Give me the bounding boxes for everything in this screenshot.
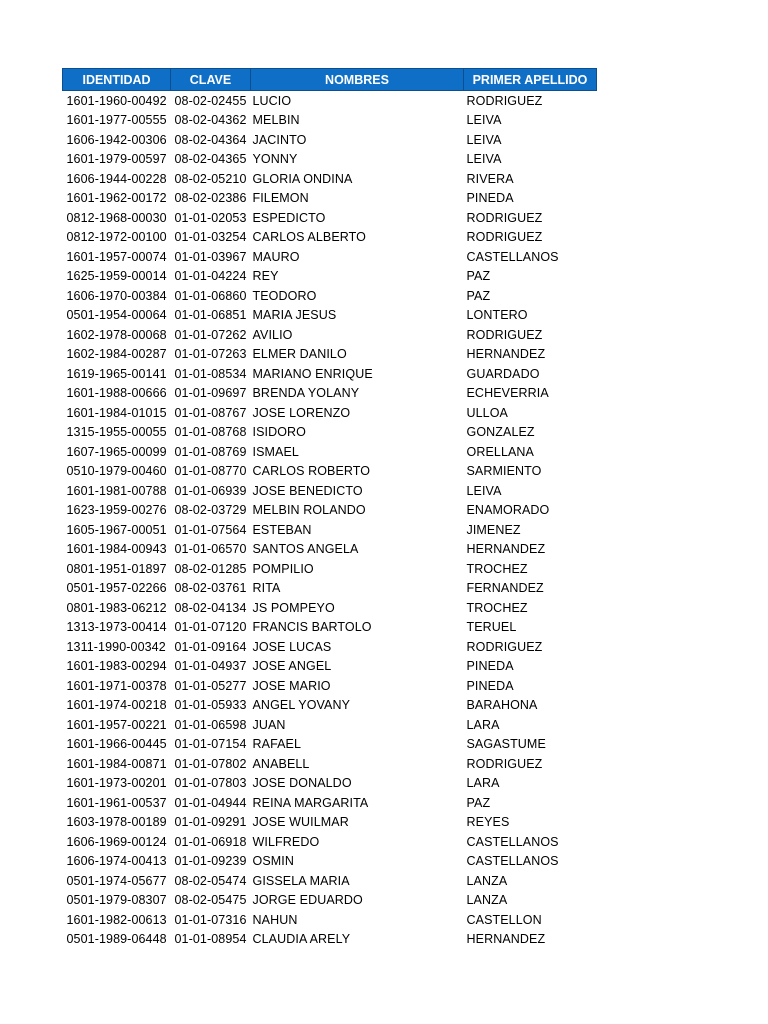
clave-cell[interactable]: 08-02-05210 <box>174 171 247 186</box>
clave-cell[interactable]: 01-01-07154 <box>174 737 247 752</box>
nombres-cell[interactable]: CARLOS ROBERTO <box>252 464 371 479</box>
identidad-cell[interactable]: 1601-1957-00221 <box>66 717 167 732</box>
nombres-cell[interactable]: OSMIN <box>252 854 294 869</box>
clave-cell[interactable]: 01-01-07262 <box>174 327 247 342</box>
identidad-cell[interactable]: 1601-1957-00074 <box>66 249 167 264</box>
nombres-cell[interactable]: RAFAEL <box>252 737 302 752</box>
apellido-cell[interactable]: REYES <box>466 815 510 830</box>
clave-cell[interactable]: 01-01-07564 <box>174 522 247 537</box>
table-row <box>63 735 597 755</box>
identidad-cell[interactable]: 1605-1967-00051 <box>66 522 167 537</box>
apellido-cell[interactable]: PAZ <box>466 288 491 303</box>
nombres-cell[interactable]: GLORIA ONDINA <box>252 171 353 186</box>
table-row <box>63 150 597 170</box>
spreadsheet <box>62 68 596 949</box>
clave-cell[interactable]: 01-01-05933 <box>174 698 247 713</box>
clave-cell[interactable]: 01-01-09239 <box>174 854 247 869</box>
clave-cell[interactable]: 01-01-04224 <box>174 269 247 284</box>
identidad-cell[interactable]: 1601-1962-00172 <box>66 191 167 206</box>
nombres-cell[interactable]: ESPEDICTO <box>252 210 326 225</box>
identidad-cell[interactable]: 1607-1965-00099 <box>66 444 167 459</box>
table-row <box>63 793 597 813</box>
nombres-cell[interactable]: ISIDORO <box>252 425 306 440</box>
nombres-cell[interactable]: JOSE DONALDO <box>252 776 352 791</box>
table-row <box>63 462 597 482</box>
nombres-cell[interactable]: CLAUDIA ARELY <box>252 932 351 947</box>
table-row <box>63 559 597 579</box>
column-header-clave[interactable]: CLAVE <box>171 69 251 91</box>
apellido-cell[interactable]: SAGASTUME <box>466 737 546 752</box>
apellido-cell[interactable]: LEIVA <box>466 152 502 167</box>
table-row <box>63 637 597 657</box>
clave-cell[interactable]: 08-02-05474 <box>174 873 247 888</box>
apellido-cell[interactable]: LARA <box>466 776 500 791</box>
apellido-cell[interactable]: LARA <box>466 717 500 732</box>
identidad-cell[interactable]: 0510-1979-00460 <box>66 464 167 479</box>
clave-cell[interactable]: 01-01-06570 <box>174 542 247 557</box>
clave-cell[interactable]: 08-02-03729 <box>174 503 247 518</box>
table-row <box>63 306 597 326</box>
table-row <box>63 520 597 540</box>
identidad-cell[interactable]: 1606-1969-00124 <box>66 834 167 849</box>
nombres-cell[interactable]: JS POMPEYO <box>252 600 335 615</box>
identidad-cell[interactable]: 1601-1979-00597 <box>66 152 167 167</box>
nombres-cell[interactable]: LUCIO <box>252 93 292 108</box>
nombres-cell[interactable]: JOSE WUILMAR <box>252 815 349 830</box>
column-header-identidad[interactable]: IDENTIDAD <box>63 69 171 91</box>
nombres-cell[interactable]: ESTEBAN <box>252 522 312 537</box>
identidad-cell[interactable]: 1601-1960-00492 <box>66 93 167 108</box>
apellido-cell[interactable]: RIVERA <box>466 171 514 186</box>
table-row <box>63 403 597 423</box>
table-row <box>63 345 597 365</box>
apellido-cell[interactable]: GUARDADO <box>466 366 540 381</box>
clave-cell[interactable]: 01-01-07263 <box>174 347 247 362</box>
header-row <box>63 69 597 91</box>
table-row <box>63 189 597 209</box>
table-row <box>63 540 597 560</box>
table-row <box>63 715 597 735</box>
nombres-cell[interactable]: JUAN <box>252 717 286 732</box>
apellido-cell[interactable]: PAZ <box>466 795 491 810</box>
clave-cell[interactable]: 08-02-04362 <box>174 113 247 128</box>
apellido-cell[interactable]: PINEDA <box>466 191 514 206</box>
clave-cell[interactable]: 01-01-04944 <box>174 795 247 810</box>
apellido-cell[interactable]: LEIVA <box>466 132 502 147</box>
table-row <box>63 325 597 345</box>
apellido-cell[interactable]: ULLOA <box>466 405 508 420</box>
apellido-cell[interactable]: SARMIENTO <box>466 464 542 479</box>
identidad-cell[interactable]: 1623-1959-00276 <box>66 503 167 518</box>
identidad-cell[interactable]: 1601-1982-00613 <box>66 912 167 927</box>
apellido-cell[interactable]: PINEDA <box>466 659 514 674</box>
clave-cell[interactable]: 08-02-02455 <box>174 93 247 108</box>
clave-cell[interactable]: 01-01-03254 <box>174 230 247 245</box>
clave-cell[interactable]: 01-01-05277 <box>174 678 247 693</box>
table-body <box>63 91 597 950</box>
clave-cell[interactable]: 01-01-09291 <box>174 815 247 830</box>
identidad-cell[interactable]: 1602-1978-00068 <box>66 327 167 342</box>
nombres-cell[interactable]: MARIANO ENRIQUE <box>252 366 373 381</box>
table-row <box>63 832 597 852</box>
apellido-cell[interactable]: ORELLANA <box>466 444 534 459</box>
identidad-cell[interactable]: 1601-1983-00294 <box>66 659 167 674</box>
clave-cell[interactable]: 08-02-05475 <box>174 893 247 908</box>
identidad-cell[interactable]: 1313-1973-00414 <box>66 620 167 635</box>
identidad-cell[interactable]: 0812-1968-00030 <box>66 210 167 225</box>
clave-cell[interactable]: 01-01-08768 <box>174 425 247 440</box>
apellido-cell[interactable]: PAZ <box>466 269 491 284</box>
nombres-cell[interactable]: FRANCIS BARTOLO <box>252 620 372 635</box>
table-row <box>63 91 597 111</box>
nombres-cell[interactable]: NAHUN <box>252 912 298 927</box>
nombres-cell[interactable]: TEODORO <box>252 288 317 303</box>
apellido-cell[interactable]: RODRIGUEZ <box>466 230 543 245</box>
column-header-primer-apellido[interactable]: PRIMER APELLIDO <box>464 69 597 91</box>
apellido-cell[interactable]: ECHEVERRIA <box>466 386 549 401</box>
clave-cell[interactable]: 08-02-04365 <box>174 152 247 167</box>
nombres-cell[interactable]: CARLOS ALBERTO <box>252 230 366 245</box>
identidad-cell[interactable]: 1601-1973-00201 <box>66 776 167 791</box>
identidad-cell[interactable]: 1601-1974-00218 <box>66 698 167 713</box>
clave-cell[interactable]: 01-01-06851 <box>174 308 247 323</box>
nombres-cell[interactable]: JOSE MARIO <box>252 678 331 693</box>
nombres-cell[interactable]: REINA MARGARITA <box>252 795 369 810</box>
identidad-cell[interactable]: 1601-1984-00871 <box>66 756 167 771</box>
identidad-cell[interactable]: 1601-1984-00943 <box>66 542 167 557</box>
identidad-cell[interactable]: 1315-1955-00055 <box>66 425 167 440</box>
nombres-cell[interactable]: WILFREDO <box>252 834 320 849</box>
identidad-cell[interactable]: 0501-1974-05677 <box>66 873 167 888</box>
nombres-cell[interactable]: SANTOS ANGELA <box>252 542 359 557</box>
nombres-cell[interactable]: MELBIN ROLANDO <box>252 503 366 518</box>
nombres-cell[interactable]: JOSE LUCAS <box>252 639 332 654</box>
apellido-cell[interactable]: LEIVA <box>466 483 502 498</box>
table-row <box>63 910 597 930</box>
clave-cell[interactable]: 01-01-08954 <box>174 932 247 947</box>
apellido-cell[interactable]: TERUEL <box>466 620 517 635</box>
nombres-cell[interactable]: JOSE ANGEL <box>252 659 332 674</box>
apellido-cell[interactable]: LANZA <box>466 893 508 908</box>
nombres-cell[interactable]: POMPILIO <box>252 561 314 576</box>
table-row <box>63 696 597 716</box>
clave-cell[interactable]: 08-02-04364 <box>174 132 247 147</box>
table-row <box>63 579 597 599</box>
clave-cell[interactable]: 01-01-02053 <box>174 210 247 225</box>
nombres-cell[interactable]: JACINTO <box>252 132 307 147</box>
identidad-cell[interactable]: 1601-1961-00537 <box>66 795 167 810</box>
table-row <box>63 384 597 404</box>
identidad-cell[interactable]: 1601-1988-00666 <box>66 386 167 401</box>
table-row <box>63 111 597 131</box>
table-row <box>63 501 597 521</box>
clave-cell[interactable]: 01-01-09164 <box>174 639 247 654</box>
nombres-cell[interactable]: ISMAEL <box>252 444 299 459</box>
table-row <box>63 930 597 950</box>
clave-cell[interactable]: 08-02-04134 <box>174 600 247 615</box>
apellido-cell[interactable]: HERNANDEZ <box>466 932 546 947</box>
identidad-cell[interactable]: 1601-1977-00555 <box>66 113 167 128</box>
table-row <box>63 247 597 267</box>
identidad-cell[interactable]: 0501-1989-06448 <box>66 932 167 947</box>
apellido-cell[interactable]: JIMENEZ <box>466 522 521 537</box>
table-header <box>63 69 597 91</box>
apellido-cell[interactable]: RODRIGUEZ <box>466 210 543 225</box>
identidad-cell[interactable]: 0812-1972-00100 <box>66 230 167 245</box>
nombres-cell[interactable]: FILEMON <box>252 191 309 206</box>
table-row <box>63 286 597 306</box>
apellido-cell[interactable]: TROCHEZ <box>466 600 528 615</box>
table-row <box>63 657 597 677</box>
table-row <box>63 442 597 462</box>
identidad-cell[interactable]: 0501-1979-08307 <box>66 893 167 908</box>
apellido-cell[interactable]: LANZA <box>466 873 508 888</box>
clave-cell[interactable]: 01-01-06918 <box>174 834 247 849</box>
clave-cell[interactable]: 01-01-08769 <box>174 444 247 459</box>
nombres-cell[interactable]: MAURO <box>252 249 300 264</box>
apellido-cell[interactable]: GONZALEZ <box>466 425 535 440</box>
nombres-cell[interactable]: ANGEL YOVANY <box>252 698 351 713</box>
identidad-cell[interactable]: 1606-1942-00306 <box>66 132 167 147</box>
clave-cell[interactable]: 08-02-03761 <box>174 581 247 596</box>
clave-cell[interactable]: 01-01-04937 <box>174 659 247 674</box>
table-row <box>63 891 597 911</box>
identidad-cell[interactable]: 1606-1974-00413 <box>66 854 167 869</box>
identidad-cell[interactable]: 1603-1978-00189 <box>66 815 167 830</box>
apellido-cell[interactable]: CASTELLON <box>466 912 542 927</box>
identidad-cell[interactable]: 1601-1966-00445 <box>66 737 167 752</box>
clave-cell[interactable]: 01-01-08770 <box>174 464 247 479</box>
clave-cell[interactable]: 08-02-01285 <box>174 561 247 576</box>
clave-cell[interactable]: 01-01-08767 <box>174 405 247 420</box>
clave-cell[interactable]: 01-01-06598 <box>174 717 247 732</box>
clave-cell[interactable]: 01-01-07120 <box>174 620 247 635</box>
apellido-cell[interactable]: RODRIGUEZ <box>466 93 543 108</box>
column-header-nombres[interactable]: NOMBRES <box>251 69 464 91</box>
table-row <box>63 852 597 872</box>
nombres-cell[interactable]: JORGE EDUARDO <box>252 893 363 908</box>
identidad-cell[interactable]: 1601-1971-00378 <box>66 678 167 693</box>
identidad-cell[interactable]: 1625-1959-00014 <box>66 269 167 284</box>
clave-cell[interactable]: 01-01-08534 <box>174 366 247 381</box>
identidad-cell[interactable]: 0801-1983-06212 <box>66 600 167 615</box>
table-row <box>63 423 597 443</box>
apellido-cell[interactable]: CASTELLANOS <box>466 249 559 264</box>
clave-cell[interactable]: 01-01-07316 <box>174 912 247 927</box>
nombres-cell[interactable]: BRENDA YOLANY <box>252 386 360 401</box>
table-row <box>63 208 597 228</box>
apellido-cell[interactable]: CASTELLANOS <box>466 854 559 869</box>
clave-cell[interactable]: 08-02-02386 <box>174 191 247 206</box>
apellido-cell[interactable]: RODRIGUEZ <box>466 639 543 654</box>
clave-cell[interactable]: 01-01-06860 <box>174 288 247 303</box>
identidad-cell[interactable]: 1602-1984-00287 <box>66 347 167 362</box>
apellido-cell[interactable]: LONTERO <box>466 308 528 323</box>
apellido-cell[interactable]: FERNANDEZ <box>466 581 544 596</box>
apellido-cell[interactable]: RODRIGUEZ <box>466 327 543 342</box>
clave-cell[interactable]: 01-01-03967 <box>174 249 247 264</box>
table-row <box>63 813 597 833</box>
apellido-cell[interactable]: RODRIGUEZ <box>466 756 543 771</box>
nombres-cell[interactable]: REY <box>252 269 279 284</box>
nombres-cell[interactable]: AVILIO <box>252 327 293 342</box>
apellido-cell[interactable]: HERNANDEZ <box>466 542 546 557</box>
table-row <box>63 364 597 384</box>
table-row <box>63 267 597 287</box>
nombres-cell[interactable]: ANABELL <box>252 756 310 771</box>
table-row <box>63 130 597 150</box>
table-row <box>63 618 597 638</box>
apellido-cell[interactable]: BARAHONA <box>466 698 538 713</box>
clave-cell[interactable]: 01-01-09697 <box>174 386 247 401</box>
apellido-cell[interactable]: LEIVA <box>466 113 502 128</box>
data-table <box>62 68 597 949</box>
nombres-cell[interactable]: YONNY <box>252 152 298 167</box>
table-row <box>63 228 597 248</box>
identidad-cell[interactable]: 0501-1957-02266 <box>66 581 167 596</box>
nombres-cell[interactable]: JOSE LORENZO <box>252 405 351 420</box>
table-row <box>63 598 597 618</box>
nombres-cell[interactable]: ELMER DANILO <box>252 347 347 362</box>
clave-cell[interactable]: 01-01-07803 <box>174 776 247 791</box>
table-row <box>63 676 597 696</box>
identidad-cell[interactable]: 1601-1984-01015 <box>66 405 167 420</box>
identidad-cell[interactable]: 0801-1951-01897 <box>66 561 167 576</box>
identidad-cell[interactable]: 1601-1981-00788 <box>66 483 167 498</box>
nombres-cell[interactable]: RITA <box>252 581 281 596</box>
apellido-cell[interactable]: PINEDA <box>466 678 514 693</box>
identidad-cell[interactable]: 1606-1944-00228 <box>66 171 167 186</box>
apellido-cell[interactable]: ENAMORADO <box>466 503 550 518</box>
table-row <box>63 871 597 891</box>
apellido-cell[interactable]: TROCHEZ <box>466 561 528 576</box>
identidad-cell[interactable]: 1619-1965-00141 <box>66 366 167 381</box>
table-row <box>63 169 597 189</box>
nombres-cell[interactable]: MELBIN <box>252 113 300 128</box>
identidad-cell[interactable]: 0501-1954-00064 <box>66 308 167 323</box>
apellido-cell[interactable]: CASTELLANOS <box>466 834 559 849</box>
nombres-cell[interactable]: JOSE BENEDICTO <box>252 483 363 498</box>
table-row <box>63 774 597 794</box>
clave-cell[interactable]: 01-01-06939 <box>174 483 247 498</box>
identidad-cell[interactable]: 1311-1990-00342 <box>66 639 166 654</box>
table-row <box>63 481 597 501</box>
table-row <box>63 754 597 774</box>
apellido-cell[interactable]: HERNANDEZ <box>466 347 546 362</box>
identidad-cell[interactable]: 1606-1970-00384 <box>66 288 167 303</box>
nombres-cell[interactable]: GISSELA MARIA <box>252 873 350 888</box>
nombres-cell[interactable]: MARIA JESUS <box>252 308 337 323</box>
clave-cell[interactable]: 01-01-07802 <box>174 756 247 771</box>
